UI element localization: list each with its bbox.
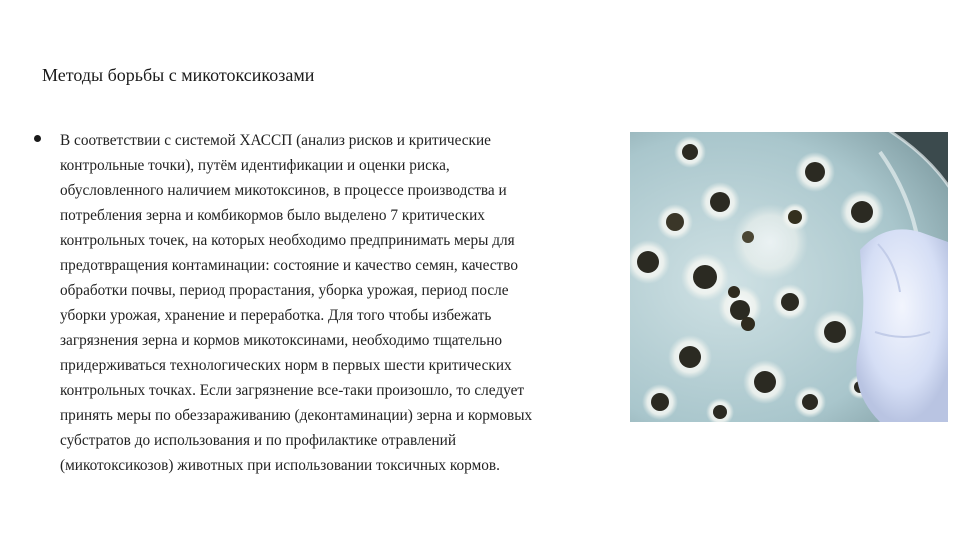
bullet-dot-icon — [34, 135, 41, 142]
bullet-text: В соответствии с системой ХАССП (анализ рисков и критические контрольные точки), путём идентификации и оценки риска, обусловленного наличием микотоксинов, в процессе производства и потребления зерна и комбикормов было выделено 7 критических контрольных точек, на которых необходимо предпринимать меры для предотвращения контаминации: состояние и качество семян, качество обработки почвы, период прорастания, уборка урожая, период после уборки урожая, хранение и переработка. Для того чтобы избежать загрязнения зерна и кормов микотоксинами, необходимо тщательно придерживаться технологических норм в первых шести критических контрольных точках. Если загрязнение все-таки произошло, то следует принять меры по обеззараживанию (деконтаминации) зерна и кормовых субстратов до использования и по профилактике отравлений (микотоксикозов) животных при использовании токсичных кормов. — [60, 132, 533, 474]
petri-dish-image — [630, 132, 948, 422]
bullet-item — [34, 128, 626, 478]
slide-title: Методы борьбы с микотоксикозами — [42, 65, 315, 85]
petri-dish-photo — [630, 132, 948, 422]
